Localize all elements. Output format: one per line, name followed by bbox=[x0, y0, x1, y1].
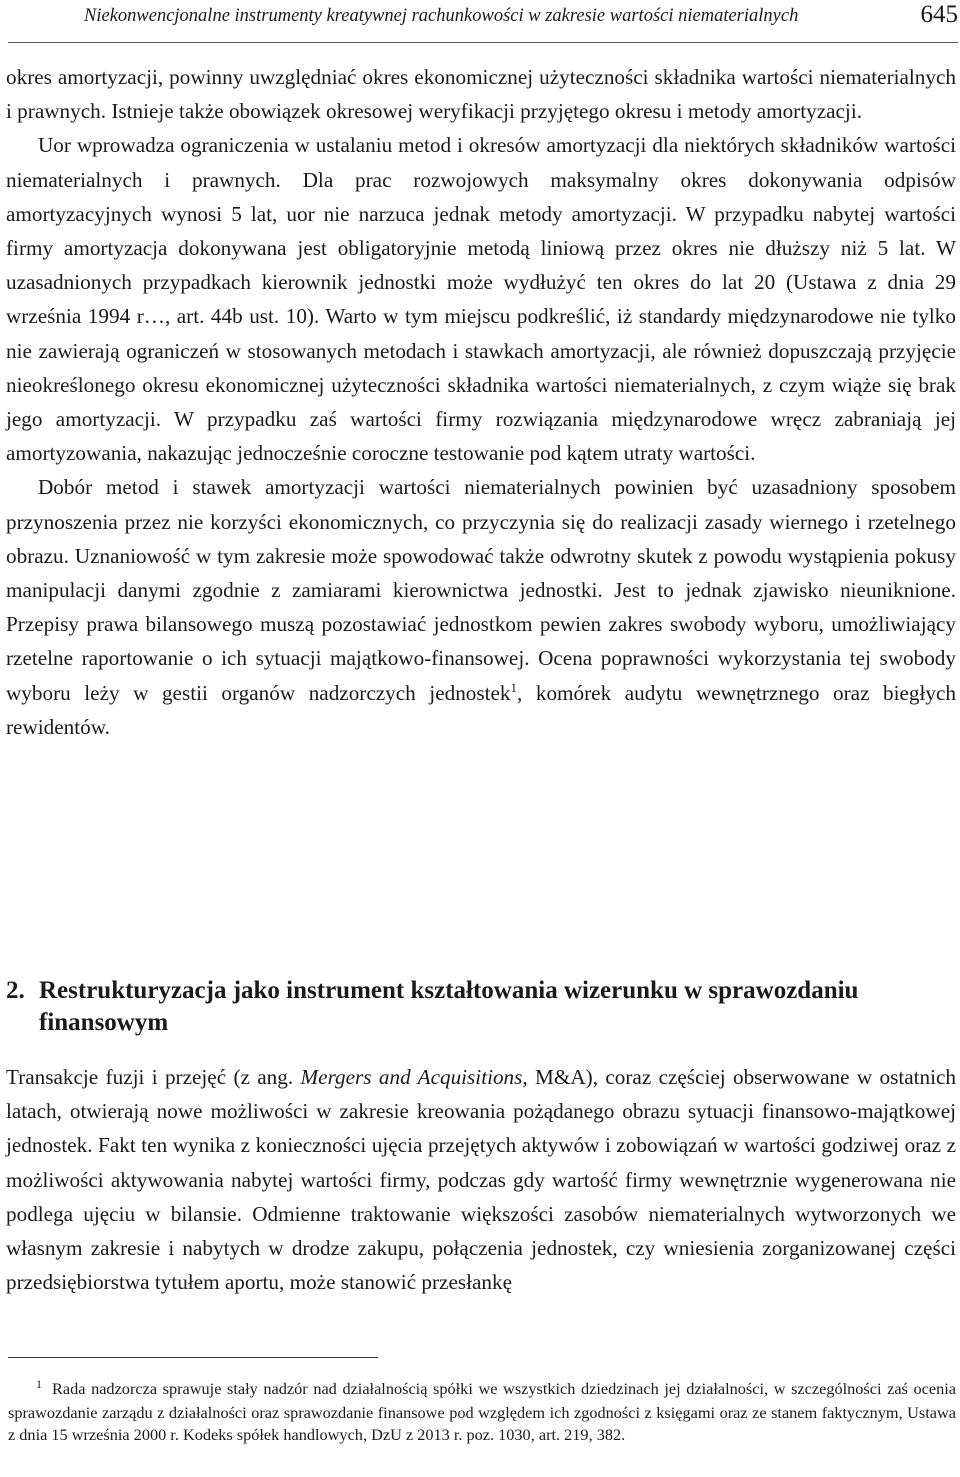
paragraph-text: Uor wprowadza ograniczenia w ustalaniu metod i okresów amortyzacji dla niektórych składników wartości niematerialnych i prawnych. Dla prac rozwojowych maksymalny okres dokonywania odpisów amortyzacyjnych wynosi 5 lat, uor nie narzuca jednak metody amortyzacji. W przypadku nabytej wartości firmy amortyzacja dokonywana jest obligatoryjnie metodą liniową przez okres nie dłuższy niż 5 lat. W uzasadnionych przypadkach kierownik jednostki może wydłużyć ten okres do lat 20 (Ustawa z dnia 29 września 1994 r…, art. 44b ust. 10). Warto w tym miejscu podkreślić, iż standardy międzynarodowe nie tylko nie zawierają ograniczeń w stosowanych metodach i stawkach amortyzacji, ale również dopuszczają przyjęcie nieokreślonego okresu ekonomicznej użyteczności składnika wartości niematerialnych, z czym wiąże się brak jego amortyzacji. W przypadku zaś wartości firmy rozwiązania międzynarodowe wręcz zabraniają jej amortyzowania, nakazując jednocześnie coroczne testowanie pod kątem utraty wartości. bbox=[6, 133, 956, 466]
footnote-reference[interactable]: 1 bbox=[510, 679, 518, 695]
section-title: Restrukturyzacja jako instrument kształtowania wizerunku w sprawozdaniu finansowym bbox=[39, 977, 859, 1036]
paragraph bbox=[6, 1060, 956, 1299]
running-header bbox=[8, 0, 958, 43]
body-text-section-1 bbox=[6, 60, 956, 744]
body-text-section-2 bbox=[6, 1060, 956, 1299]
page-number: 645 bbox=[920, 1, 958, 28]
footnote-separator bbox=[8, 1357, 378, 1358]
footnote-mark: 1 bbox=[36, 1377, 42, 1391]
footnotes bbox=[8, 1378, 956, 1447]
paragraph-text: Dobór metod i stawek amortyzacji wartości niematerialnych powinien być uzasadniony sposobem przynoszenia przez nie korzyści ekonomicznych, co przyczynia się do realizacji zasady wiernego i rzetelnego obrazu. Uznaniowość w tym zakresie może spowodować także odwrotny skutek z powodu wystąpienia pokusy manipulacji danymi zgodnie z zamiarami kierownictwa jednostki. Jest to jednak zjawisko nieuniknione. Przepisy prawa bilansowego muszą pozostawiać jednostkom pewien zakres swobody wyboru, umożliwiający rzetelne raportowanie o ich sytuacji majątkowo-finansowej. Ocena poprawności wykorzystania tej swobody wyboru leży w gestii organów nadzorczych jednostek bbox=[6, 475, 956, 705]
running-title: Niekonwencjonalne instrumenty kreatywnej rachunkowości w zakresie wartości niematerialnych bbox=[84, 6, 799, 26]
paragraph: okres amortyzacji, powinny uwzględniać okres ekonomicznej użyteczności składnika wartości niematerialnych i prawnych. Istnieje także obowiązek okresowej weryfikacji przyjętego okresu i metody amortyzacji. bbox=[6, 65, 956, 124]
paragraph bbox=[6, 128, 956, 470]
paragraph-text: M&A), coraz częściej obserwowane w ostatnich latach, otwierają nowe możliwości w zakresie kreowania pożądanego obrazu sytuacji finansowo-majątkowej jednostek. Fakt ten wynika z konieczności ujęcia przejętych aktywów i zobowiązań w wartości godziwej oraz z możliwości aktywowania nabytej wartości firmy, podczas gdy wartość firmy wewnętrznie wygenerowana nie podlega ujęciu w bilansie. Odmienne traktowanie większości zasobów niematerialnych wytworzonych we własnym zakresie i nabytych w drodze zakupu, połączenia jednostek, czy wniesienia zorganizowanej części przedsiębiorstwa tytułem aportu, może stanowić przesłankę bbox=[6, 1065, 956, 1295]
footnote bbox=[8, 1378, 956, 1447]
paragraph bbox=[6, 470, 956, 744]
footnote-text: Rada nadzorcza sprawuje stały nadzór nad działalnością spółki we wszystkich dziedzinach jej działalności, w szczególności zaś ocenia sprawozdanie zarządu z działalności oraz sprawozdanie finansowe pod względem ich zgodności z księgami oraz ze stanem faktycznym, Ustawa z dnia 15 września 2000 r. Kodeks spółek handlowych, DzU z 2013 r. poz. 1030, art. 219, 382. bbox=[8, 1379, 956, 1444]
section-number: 2. bbox=[6, 977, 25, 1004]
paragraph-text: Transakcje fuzji i przejęć (z ang. bbox=[6, 1065, 301, 1089]
italic-term: Mergers and Acquisitions, bbox=[300, 1065, 528, 1089]
paragraph-text: , komórek audytu wewnętrznego oraz biegłych rewidentów. bbox=[6, 680, 956, 739]
